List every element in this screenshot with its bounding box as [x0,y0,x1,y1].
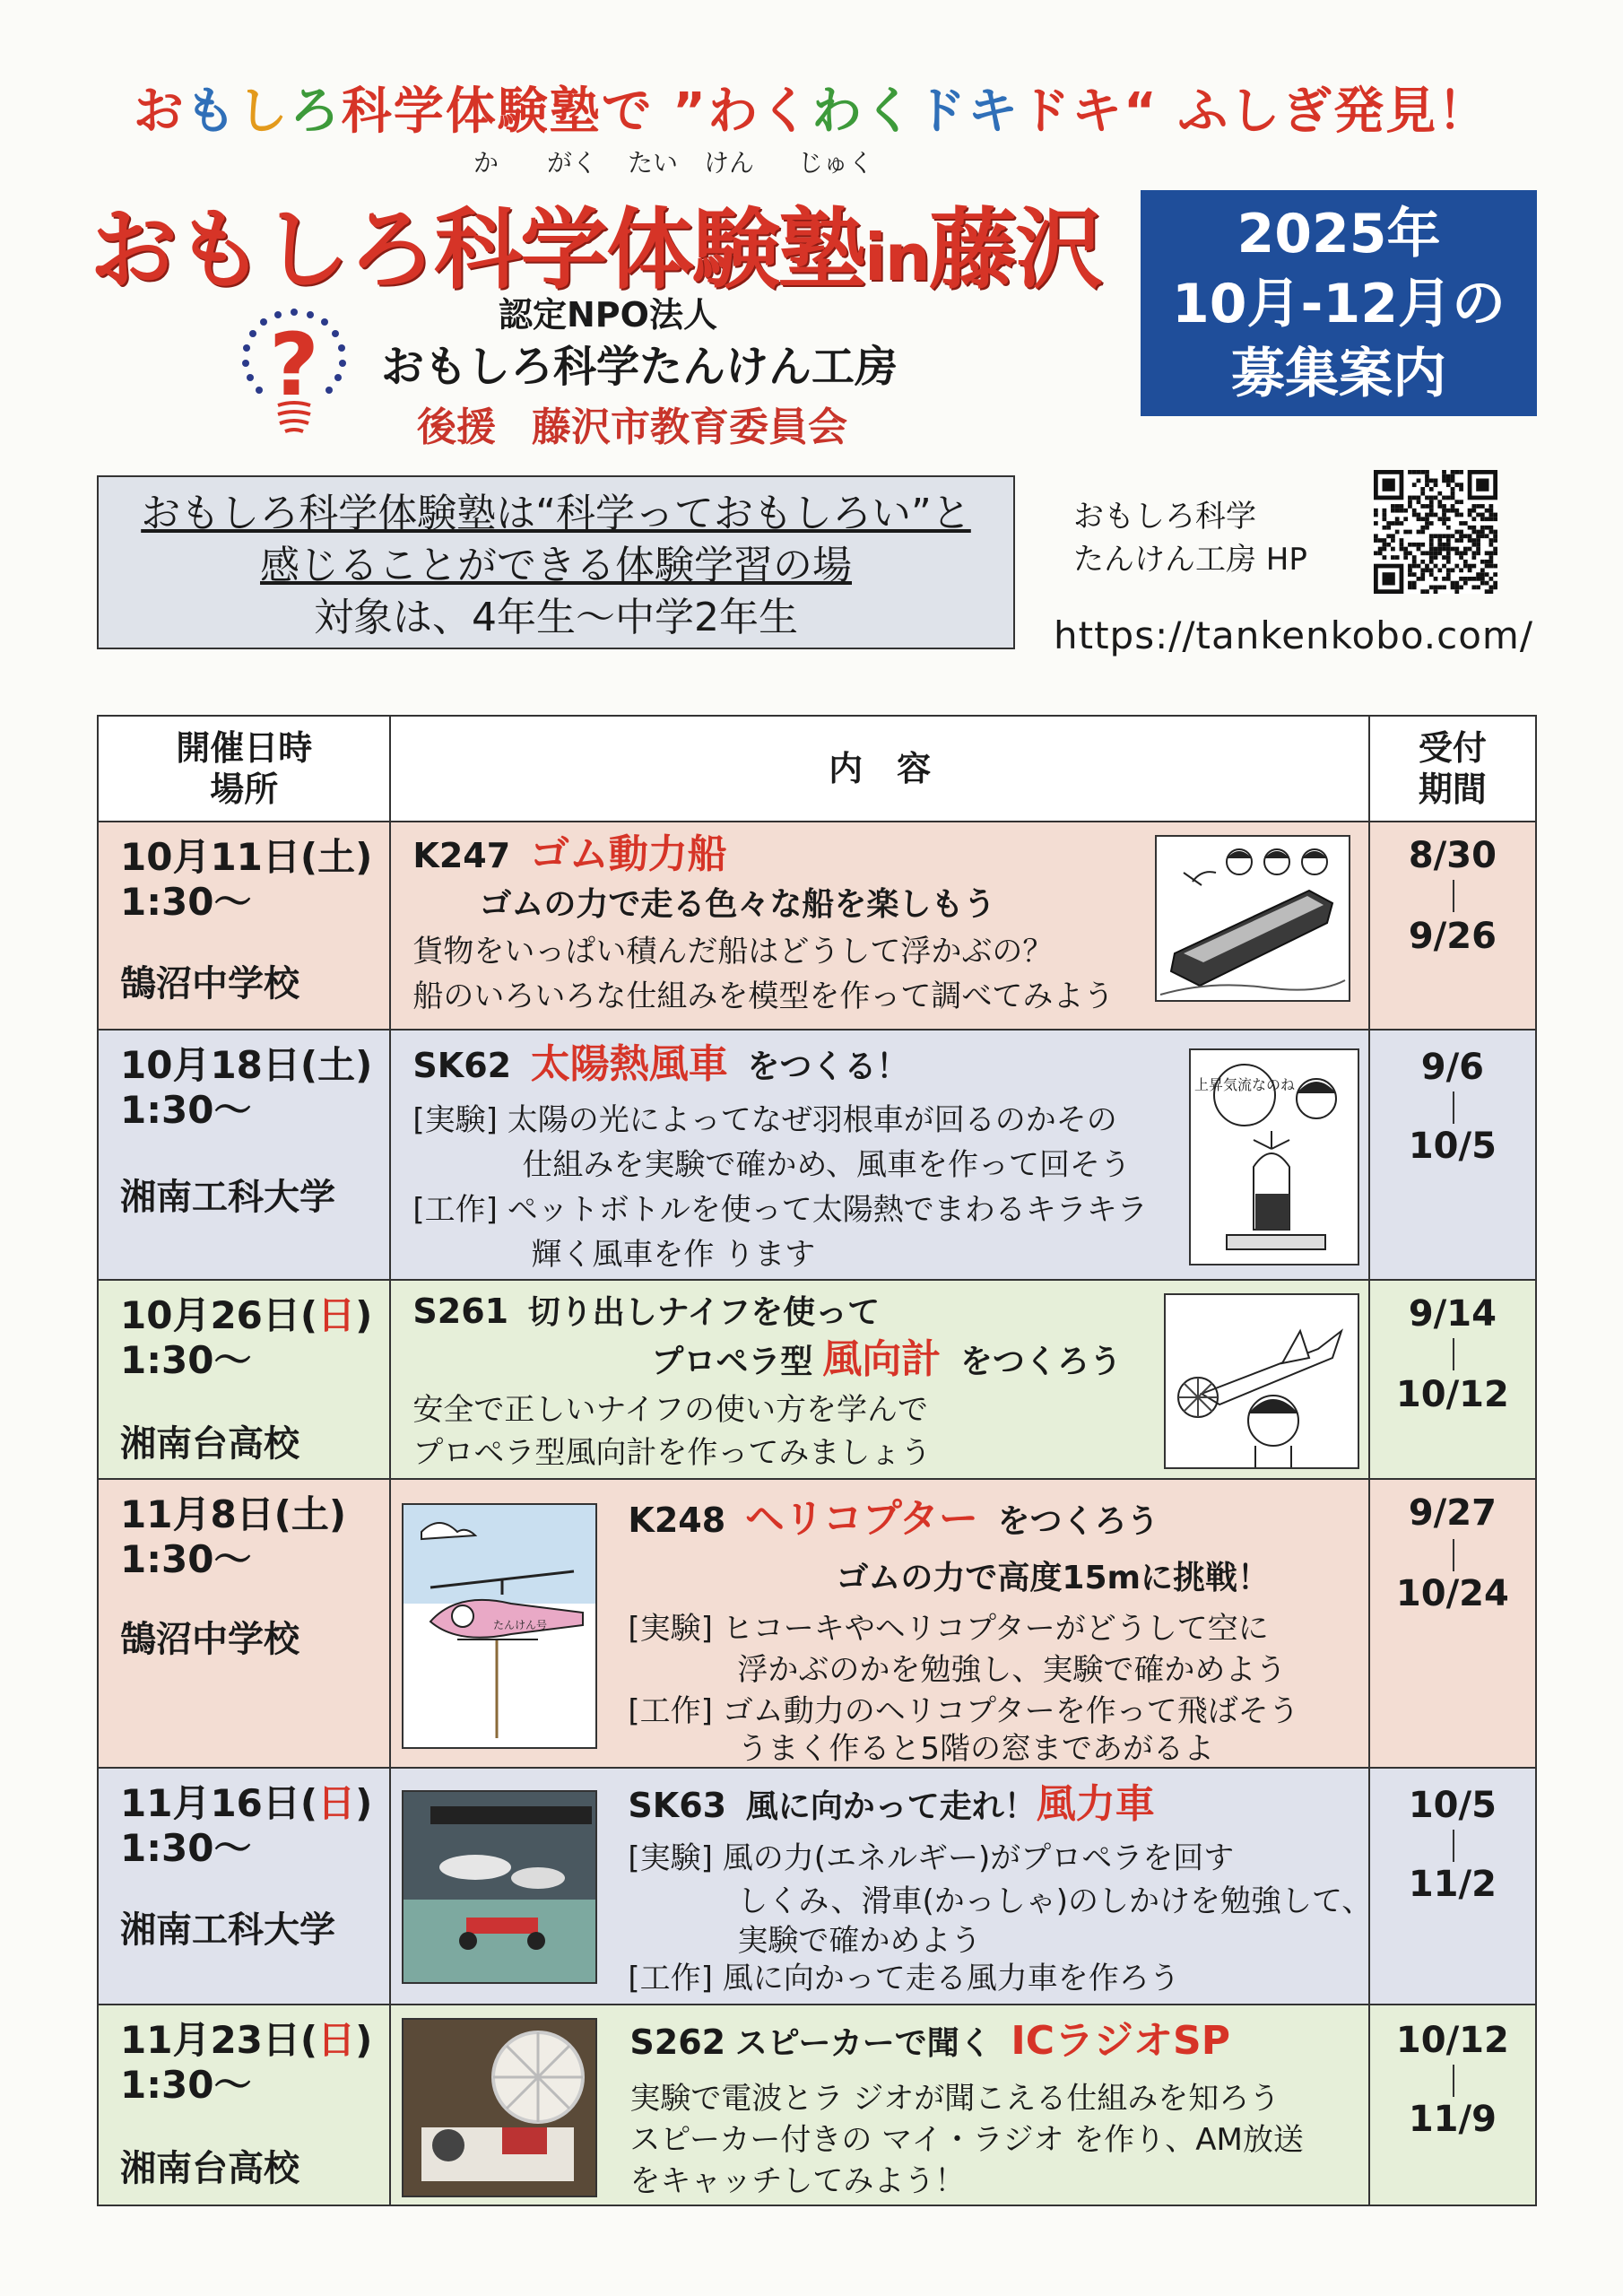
support-org: 藤沢市教育委員会 [532,404,847,450]
row5-place: 湘南工科大学 [120,1909,335,1951]
row3-code: S261 [412,1292,509,1331]
row6-date-post: ) [355,2018,373,2062]
row1-reception [1369,822,1536,1030]
row5-desc1: 風の力(エネルギー)がプロペラを回す [722,1840,1235,1876]
row2-desc1: 太陽の光によってなぜ羽根車が回るのかその [507,1102,1117,1138]
row3-recv-end: 10/12 [1395,1374,1509,1415]
table-row [98,1479,1536,1768]
row5-date-pre: 11月16日( [120,1781,318,1825]
svg-text:?: ? [269,315,319,415]
hp-url-link[interactable]: https://tankenkobo.com/ [1054,613,1533,657]
row1-recv-start: 8/30 [1408,835,1497,876]
row4-recv-bar [1453,1539,1454,1571]
row1-subtitle: ゴムの力で走る色々な船を楽しもう [479,886,996,923]
row2-recv-bar [1453,1091,1454,1124]
tagline-segment: も [185,83,238,141]
row2-dow: 土 [317,1043,356,1087]
row4-time: 1:30～ [120,1537,252,1581]
header-date [98,716,390,822]
row5-recv-end: 11/2 [1408,1864,1497,1905]
ruby-ken: けん [704,148,755,178]
wind-car-photo-icon [402,1790,597,1984]
row2-date-cell [98,1030,390,1280]
row3-title-prefix: プロペラ型 [651,1344,813,1380]
wind-vane-illustration-icon [1164,1293,1359,1469]
row6-time: 1:30～ [120,2063,252,2107]
row1-date-post: ) [355,835,373,879]
row2-date-post: ) [355,1043,373,1087]
row1-desc1: 貨物をいっぱい積んだ船はどうして浮かぶの？ [412,934,1054,970]
row3-time: 1:30～ [120,1338,252,1382]
ruby-tai: たい [628,148,679,178]
row4-title: ヘリコプター [744,1496,978,1542]
tagline-segment: ドキ [916,83,1020,141]
row2-tag1: [実験] [412,1102,498,1138]
ic-radio-photo-icon [402,2018,597,2197]
row4-date-post: ) [328,1492,347,1536]
row3-dow: 日 [317,1293,356,1337]
row2-date-pre: 10月18日( [120,1043,318,1087]
solar-image-text: 上昇気流なのね [1194,1076,1296,1093]
tagline-segment: 科学体験塾で ” [341,83,707,141]
row5-desc3: 実験で確かめよう [737,1923,982,1959]
table-row [98,2005,1536,2205]
row4-code: K248 [628,1500,726,1540]
row1-time: 1:30～ [120,880,252,924]
row4-subtitle: ゴムの力で高度15mに挑戦！ [836,1560,1271,1596]
row4-recv-start: 9/27 [1408,1492,1497,1534]
title-city: 藤沢 [928,199,1101,301]
row2-desc2: 仕組みを実験で確かめ、風車を作って回そう [522,1147,1132,1183]
row4-date [120,1492,346,1582]
table-row [98,1768,1536,2005]
row4-date-cell [98,1479,390,1768]
row4-desc2: 浮かぶのかを勉強し、実験で確かめよう [737,1652,1287,1688]
intro-box [97,475,1015,649]
tagline [0,72,1623,144]
tagline-segment: わく [707,83,812,141]
row5-lead: 風に向かって走れ！ [745,1788,1037,1825]
hp-label [1073,495,1307,581]
row3-title: 風向計 [822,1336,942,1382]
ship-illustration-icon [1155,835,1350,1002]
row6-date-cell [98,2005,390,2205]
row5-desc2: しくみ、滑車(かっしゃ)のしかけを勉強して、 [737,1883,1373,1919]
row4-desc1: ヒコーキやヘリコプターがどうして空に [722,1611,1269,1647]
row4-recv-end: 10/24 [1395,1573,1509,1614]
title-main: おもしろ科学体験塾 [90,199,865,301]
header-recv-line1: 受付 [1418,728,1487,768]
row5-content [390,1768,1373,2005]
solar-windmill-illustration-icon [1189,1048,1359,1265]
row4-tag1: [実験] [628,1611,713,1647]
row5-dow: 日 [317,1781,356,1825]
title-in: in [864,220,929,295]
row3-desc2: プロペラ型風向計を作ってみましょう [412,1435,932,1471]
row6-recv-end: 11/9 [1408,2099,1497,2140]
row4-date-pre: 11月8日( [120,1492,291,1536]
row4-title-suffix: をつくろう [997,1503,1159,1540]
row5-tag1: [実験] [628,1840,713,1876]
row6-lead: スピーカーで聞く [734,2025,992,2062]
row6-date-pre: 11月23日( [120,2018,318,2062]
row6-reception [1369,2005,1536,2205]
hp-label-line1: おもしろ科学 [1073,499,1256,535]
tagline-segment: わく [812,83,916,141]
row6-code: S262 [629,2022,726,2062]
row2-title-suffix: をつくる！ [747,1048,909,1085]
row1-date-cell [98,822,390,1030]
ruby-gaku: がく [547,148,598,178]
ruby-ka: か [473,148,499,178]
row3-place: 湘南台高校 [120,1423,299,1465]
row6-desc1: 実験で電波とラ ジオが聞こえる仕組みを知ろう [629,2081,1280,2117]
helicopter-illustration-icon [402,1503,597,1749]
row2-code: SK62 [412,1046,512,1085]
tagline-segment: し [237,83,290,141]
row6-recv-start: 10/12 [1395,2020,1509,2061]
row2-title: 太陽熱風車 [530,1041,728,1087]
row6-desc3: をキャッチしてみよう！ [629,2163,966,2199]
row6-desc2: スピーカー付きの マイ・ラジオ を作り、AM放送 [629,2122,1304,2158]
table-header-row [98,716,1536,822]
row6-dow: 日 [317,2018,356,2062]
row5-recv-start: 10/5 [1408,1785,1497,1826]
row2-reception [1369,1030,1536,1280]
row2-tag2: [工作] [412,1192,498,1228]
row4-place: 鵠沼中学校 [120,1619,299,1660]
row2-date [120,1043,372,1133]
hp-label-line2: たんけん工房 HP [1073,542,1307,578]
row1-title: ゴム動力船 [529,831,727,877]
row2-desc4: 輝く風車を作 ります [531,1237,816,1273]
table-row [98,1030,1536,1280]
row1-content [390,822,1368,1030]
row6-content [390,2005,1368,2205]
row6-date [120,2018,372,2108]
row3-recv-start: 9/14 [1408,1293,1497,1335]
header-content: 内 容 [390,716,1368,822]
row5-time: 1:30～ [120,1826,252,1870]
support-label: 後援 [417,404,496,450]
row5-desc4: 風に向かって走る風力車を作ろう [722,1961,1180,1996]
row3-date [120,1293,372,1383]
row5-title: 風力車 [1036,1781,1155,1827]
npo-label: 認定NPO法人 [499,295,717,335]
intro-line2: 感じることができる体験学習の場 [260,543,852,588]
row6-recv-bar [1453,2065,1454,2097]
row1-recv-end: 9/26 [1408,916,1497,957]
row4-dow: 土 [291,1492,329,1536]
row1-date [120,835,372,925]
row3-desc1: 安全で正しいナイフの使い方を学んで [412,1392,929,1428]
tagline-segment: ドキ [1020,83,1124,141]
row1-place: 鵠沼中学校 [120,963,299,1004]
header-recv-line2: 期間 [1418,770,1487,809]
row4-desc3: ゴム動力のヘリコプターを作って飛ばそう [722,1693,1299,1729]
row5-date [120,1781,372,1871]
header-date-line2: 場所 [210,770,279,809]
table-row [98,822,1536,1030]
row3-date-pre: 10月26日( [120,1293,318,1337]
row4-reception [1369,1479,1536,1768]
header-reception [1369,716,1536,822]
row3-reception [1369,1280,1536,1479]
tagline-segment: ろ [289,83,342,141]
row6-place: 湘南台高校 [120,2148,299,2189]
row1-code: K247 [412,836,511,875]
row1-recv-bar [1453,880,1454,912]
row1-desc2: 船のいろいろな仕組みを模型を作って調べてみよう [412,978,1115,1014]
row3-content [390,1280,1368,1479]
row3-lead: 切り出しナイフを使って [527,1294,881,1331]
tagline-segment: “ ふしぎ発見！ [1124,83,1490,141]
row1-dow: 土 [317,835,356,879]
table-row [98,1280,1536,1479]
schedule-table [97,715,1537,2206]
row5-code: SK63 [628,1786,727,1825]
row1-date-pre: 10月11日( [120,835,318,879]
row5-tag2: [工作] [628,1961,713,1996]
support-line [417,395,883,452]
row3-title-suffix: をつくろう [959,1344,1122,1380]
npo-name: おもしろ科学たんけん工房 [381,342,898,392]
row3-recv-bar [1453,1338,1454,1370]
row2-desc3: ペットボトルを使って太陽熱でまわるキラキラ [507,1192,1148,1228]
row3-date-cell [98,1280,390,1479]
row4-desc4: うまく作ると5階の窓まであがるよ [737,1731,1215,1767]
intro-line3: 対象は、4年生～中学2年生 [314,595,798,640]
row2-place: 湘南工科大学 [120,1177,335,1218]
row2-recv-end: 10/5 [1408,1126,1497,1167]
row4-tag2: [工作] [628,1693,713,1729]
row5-reception [1369,1768,1536,2005]
helicopter-image-text: たんけん号 [493,1619,548,1631]
row2-recv-start: 9/6 [1420,1047,1485,1088]
row4-content [390,1479,1368,1768]
tagline-segment: お [133,83,186,141]
intro-line1: おもしろ科学体験塾は“科学っておもしろい”と [141,491,971,536]
row6-title: ICラジオSP [1011,2018,1230,2064]
recruitment-date-box [1141,190,1537,416]
date-box-line3: 募集案内 [1231,343,1446,405]
header-date-line1: 開催日時 [176,728,313,768]
question-bulb-icon [231,305,357,439]
row5-date-cell [98,1768,390,2005]
row2-content [390,1030,1368,1280]
qr-code-icon[interactable] [1374,470,1497,594]
date-box-line2: 10月-12月の [1172,273,1506,335]
row5-recv-bar [1453,1830,1454,1862]
row5-date-post: ) [355,1781,373,1825]
row2-time: 1:30～ [120,1088,252,1132]
ruby-juku: じゅく [798,148,874,178]
row3-date-post: ) [355,1293,373,1337]
date-box-line1: 2025年 [1237,203,1441,265]
